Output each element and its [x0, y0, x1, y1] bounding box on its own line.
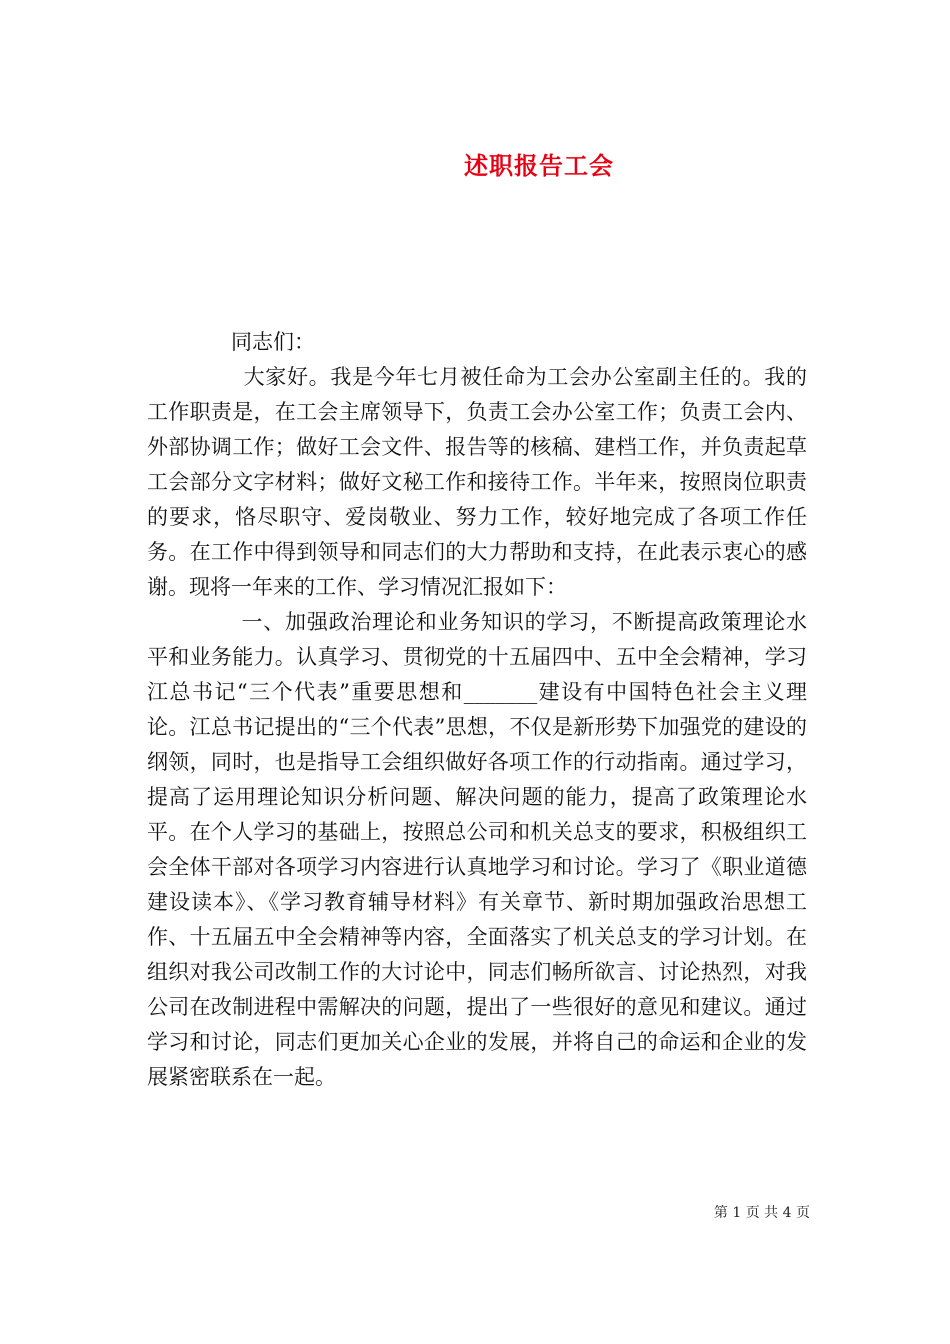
paragraph-section-one: 一、加强政治理论和业务知识的学习，不断提高政策理论水平和业务能力。认真学习、贯彻党的十五届四中、五中全会精神，学习江总书记“三个代表”重要思想和_______建设有中国特色社会主义理论。江总书记提出的“三个代表”思想，不仅是新形势下加强党的建设的纲领，同时，也是指导工会组织做好各项工作的行动指南。通过学习，提高了运用理论知识分析问题、解决问题的能力，提高了政策理论水平。在个人学习的基础上，按照总公司和机关总支的要求，积极组织工会全体干部对各项学习内容进行认真地学习和讨论。学习了《职业道德建设读本》、《学习教育辅导材料》有关章节、新时期加强政治思想工作、十五届五中全会精神等内容，全面落实了机关总支的学习计划。在组织对我公司改制工作的大讨论中，同志们畅所欲言、讨论热烈，对我公司在改制进程中需解决的问题，提出了一些很好的意见和建议。通过学习和讨论，同志们更加关心企业的发展，并将自己的命运和企业的发展紧密联系在一起。 — [147, 610, 807, 1089]
document-body — [147, 325, 807, 1095]
paragraph-intro: 大家好。我是今年七月被任命为工会办公室副主任的。我的工作职责是，在工会主席领导下，负责工会办公室工作；负责工会内、外部协调工作；做好工会文件、报告等的核稿、建档工作，并负责起草工会部分文字材料；做好文秘工作和接待工作。半年来，按照岗位职责的要求，恪尽职守、爱岗敬业、努力工作，较好地完成了各项工作任务。在工作中得到领导和同志们的大力帮助和支持，在此表示衷心的感谢。现将一年来的工作、学习情况汇报如下： — [147, 365, 807, 599]
greeting-line: 同志们： — [231, 330, 315, 354]
document-title: 述职报告工会 — [464, 152, 614, 181]
page-number-footer: 第 1 页 共 4 页 — [713, 1205, 810, 1221]
